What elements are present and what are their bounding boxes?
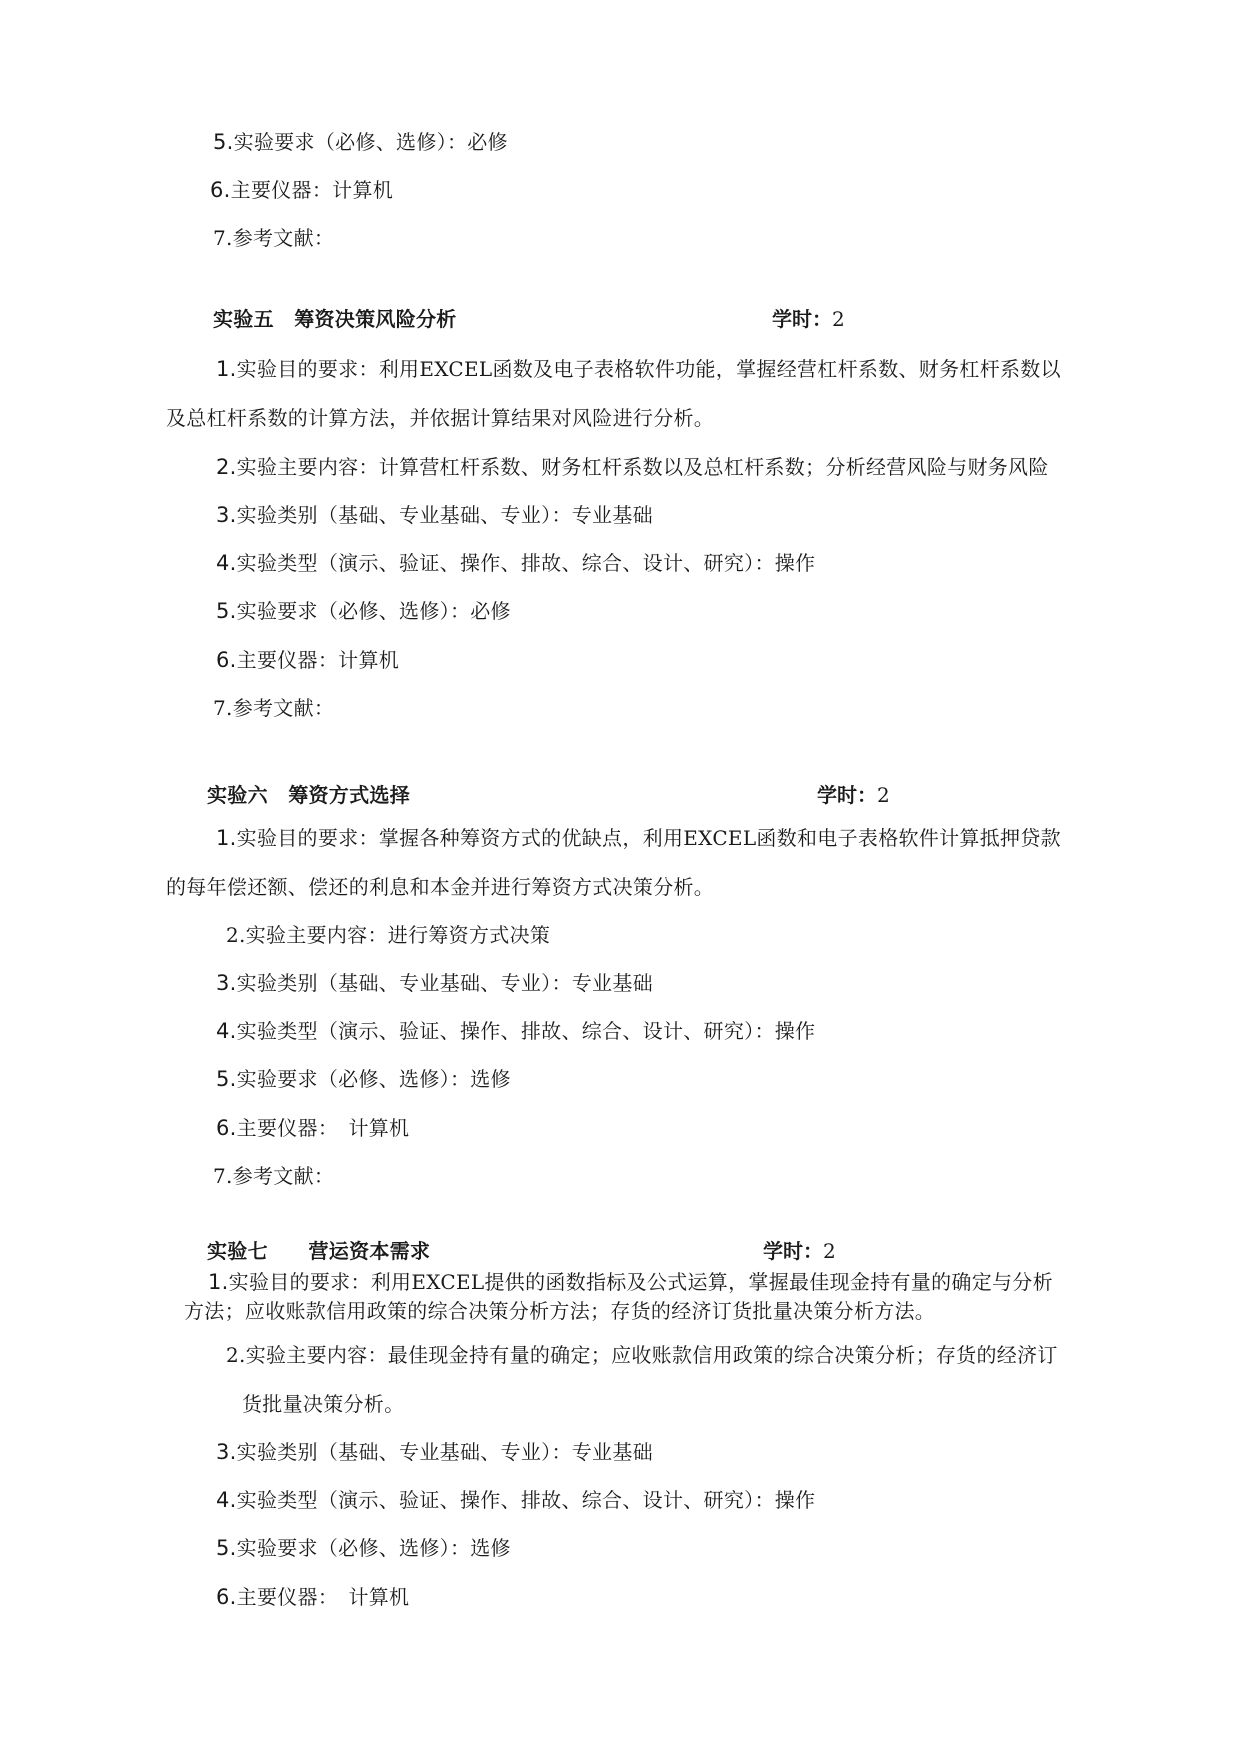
exp6-reference-line bbox=[213, 1163, 334, 1189]
item-text: 实验类别（基础、专业基础、专业）：专业基础 bbox=[236, 1440, 653, 1464]
hours-value: 2 bbox=[832, 307, 845, 331]
item-number: 7. bbox=[213, 1164, 233, 1188]
item-number: 2. bbox=[216, 455, 237, 479]
item-text: 主要仪器：计算机 bbox=[230, 178, 394, 202]
item-number: 2. bbox=[226, 923, 246, 947]
item-text: 实验要求（必修、选修）：选修 bbox=[236, 1067, 511, 1091]
item-number: 5. bbox=[216, 1067, 237, 1091]
exp5-type-line bbox=[216, 550, 815, 576]
exp7-type-line bbox=[216, 1487, 815, 1513]
item-number: 7. bbox=[213, 696, 233, 720]
item-number: 2. bbox=[226, 1343, 246, 1367]
exp6-instrument-line bbox=[216, 1115, 409, 1141]
item-number: 1. bbox=[208, 1270, 229, 1294]
item-number: 3. bbox=[216, 1440, 237, 1464]
item-text: 实验要求（必修、选修）：选修 bbox=[236, 1536, 511, 1560]
item-number: 3. bbox=[216, 971, 237, 995]
item-text: 主要仪器：计算机 bbox=[236, 648, 400, 672]
item-text: 实验目的要求：掌握各种筹资方式的优缺点，利用EXCEL函数和电子表格软件计算抵押贷款 bbox=[236, 826, 1061, 850]
exp6-hours bbox=[817, 782, 890, 808]
hours-label: 学时： bbox=[772, 307, 832, 331]
exp7-content-line bbox=[226, 1342, 1058, 1368]
exp5-requirement-line bbox=[216, 598, 511, 624]
exp6-content-line bbox=[226, 922, 550, 948]
exp6-type-line bbox=[216, 1018, 815, 1044]
item-text: 实验主要内容：进行筹资方式决策 bbox=[245, 923, 551, 947]
item-text: 实验目的要求：利用EXCEL提供的函数指标及公式运算，掌握最佳现金持有量的确定与分析 bbox=[228, 1270, 1053, 1294]
exp7-requirement-line bbox=[216, 1535, 511, 1561]
exp6-requirement-line bbox=[216, 1066, 511, 1092]
exp7-purpose-line bbox=[208, 1269, 1053, 1295]
exp6-category-line bbox=[216, 970, 653, 996]
item-text: 实验类别（基础、专业基础、专业）：专业基础 bbox=[236, 503, 653, 527]
item-text: 实验要求（必修、选修）：必修 bbox=[236, 599, 511, 623]
item-text: 参考文献： bbox=[232, 226, 335, 250]
item-number: 5. bbox=[216, 599, 237, 623]
item-number: 1. bbox=[216, 357, 237, 381]
item-text: 实验类型（演示、验证、操作、排故、综合、设计、研究）：操作 bbox=[236, 1488, 816, 1512]
hours-value: 2 bbox=[877, 783, 890, 807]
item-text: 参考文献： bbox=[232, 1164, 335, 1188]
exp7-category-line bbox=[216, 1439, 653, 1465]
exp5-instrument-line bbox=[216, 647, 399, 673]
exp5-hours bbox=[772, 306, 845, 332]
item-number: 6. bbox=[216, 1585, 237, 1609]
item-text: 实验类型（演示、验证、操作、排故、综合、设计、研究）：操作 bbox=[236, 551, 816, 575]
item-number: 5. bbox=[213, 130, 234, 154]
exp5-category-line bbox=[216, 502, 653, 528]
top-instrument-line bbox=[210, 177, 393, 203]
item-text: 实验目的要求：利用EXCEL函数及电子表格软件功能，掌握经营杠杆系数、财务杠杆系数以 bbox=[236, 357, 1061, 381]
item-number: 6. bbox=[216, 1116, 237, 1140]
item-number: 1. bbox=[216, 826, 237, 850]
item-text: 参考文献： bbox=[232, 696, 335, 720]
top-requirement-line bbox=[213, 129, 508, 155]
item-text: 实验类型（演示、验证、操作、排故、综合、设计、研究）：操作 bbox=[236, 1019, 816, 1043]
top-reference-line bbox=[213, 225, 334, 251]
item-number: 3. bbox=[216, 503, 237, 527]
exp5-purpose-cont: 及总杠杆系数的计算方法，并依据计算结果对风险进行分析。 bbox=[166, 406, 715, 430]
item-number: 4. bbox=[216, 551, 237, 575]
exp7-purpose-cont: 方法；应收账款信用政策的综合决策分析方法；存货的经济订货批量决策分析方法。 bbox=[184, 1299, 936, 1323]
item-number: 4. bbox=[216, 1488, 237, 1512]
exp6-purpose-cont: 的每年偿还额、偿还的利息和本金并进行筹资方式决策分析。 bbox=[166, 875, 715, 899]
exp5-title: 实验五 筹资决策风险分析 bbox=[213, 307, 457, 331]
exp7-content-cont: 货批量决策分析。 bbox=[242, 1392, 405, 1416]
hours-label: 学时： bbox=[817, 783, 877, 807]
exp5-purpose-line bbox=[216, 356, 1061, 382]
item-number: 4. bbox=[216, 1019, 237, 1043]
item-text: 实验类别（基础、专业基础、专业）：专业基础 bbox=[236, 971, 653, 995]
exp6-title: 实验六 筹资方式选择 bbox=[207, 783, 410, 807]
exp7-hours bbox=[763, 1238, 836, 1264]
exp5-reference-line bbox=[213, 695, 334, 721]
item-text: 主要仪器： 计算机 bbox=[236, 1585, 410, 1609]
hours-label: 学时： bbox=[763, 1239, 823, 1263]
item-number: 6. bbox=[216, 648, 237, 672]
item-text: 实验主要内容：计算营杠杆系数、财务杠杆系数以及总杠杆系数；分析经营风险与财务风险 bbox=[236, 455, 1049, 479]
exp6-purpose-line bbox=[216, 825, 1061, 851]
item-number: 6. bbox=[210, 178, 231, 202]
item-text: 实验要求（必修、选修）：必修 bbox=[233, 130, 508, 154]
item-number: 5. bbox=[216, 1536, 237, 1560]
hours-value: 2 bbox=[823, 1239, 836, 1263]
item-text: 主要仪器： 计算机 bbox=[236, 1116, 410, 1140]
exp7-instrument-line bbox=[216, 1584, 409, 1610]
item-text: 实验主要内容：最佳现金持有量的确定；应收账款信用政策的综合决策分析；存货的经济订 bbox=[245, 1343, 1058, 1367]
exp7-title: 实验七 营运资本需求 bbox=[207, 1239, 431, 1263]
exp5-content-line bbox=[216, 454, 1049, 480]
item-number: 7. bbox=[213, 226, 233, 250]
